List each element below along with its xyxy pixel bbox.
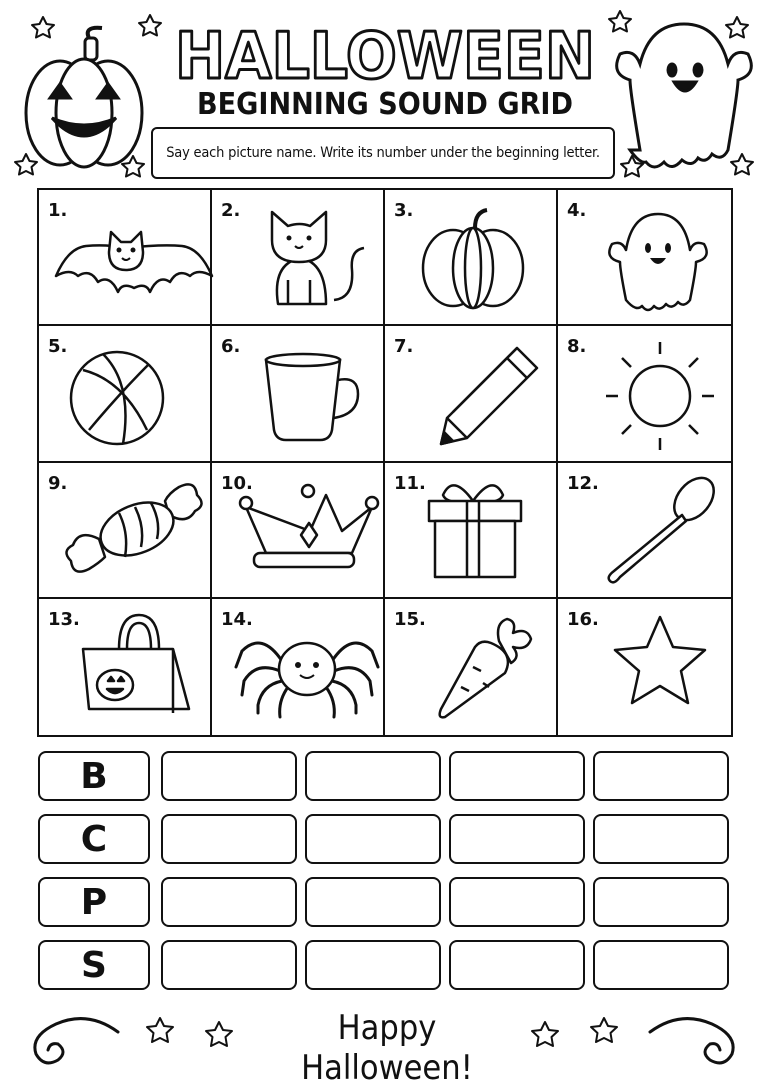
answer-box[interactable] xyxy=(305,814,441,864)
picture-cell xyxy=(558,463,731,599)
ball-icon xyxy=(53,340,199,446)
letter-label: P xyxy=(38,877,150,927)
answer-box[interactable] xyxy=(305,940,441,990)
answer-box[interactable] xyxy=(161,814,297,864)
picture-cell xyxy=(212,190,385,326)
star-icon xyxy=(572,613,718,719)
svg-text:BEGINNING SOUND GRID: BEGINNING SOUND GRID xyxy=(197,87,573,122)
picture-cell xyxy=(385,463,558,599)
page-subtitle xyxy=(185,76,585,126)
picture-cell xyxy=(385,190,558,326)
picture-number: 5. xyxy=(48,336,68,358)
swirl-icon xyxy=(35,1019,118,1063)
picture-cell xyxy=(558,190,731,326)
picture-number: 13. xyxy=(48,608,80,630)
spoon-icon xyxy=(572,477,718,583)
picture-number: 10. xyxy=(221,472,253,494)
picture-cell xyxy=(385,599,558,735)
picture-number: 3. xyxy=(394,200,414,221)
answer-box[interactable] xyxy=(305,751,441,801)
carrot-icon xyxy=(399,613,545,719)
picture-number: 8. xyxy=(567,336,587,358)
answer-box[interactable] xyxy=(449,814,585,864)
star-decor-icon xyxy=(15,154,37,175)
answer-box[interactable] xyxy=(161,940,297,990)
cup-icon xyxy=(226,340,372,446)
answer-box[interactable] xyxy=(449,877,585,927)
swirl-icon xyxy=(650,1019,733,1063)
picture-number: 4. xyxy=(567,200,587,221)
picture-cell xyxy=(39,326,212,462)
star-decor-icon xyxy=(532,1022,558,1046)
picture-cell xyxy=(39,463,212,599)
letter-label: S xyxy=(38,940,150,990)
candy-icon xyxy=(53,477,199,583)
answer-box[interactable] xyxy=(593,814,729,864)
picture-number: 14. xyxy=(221,608,253,630)
answer-box[interactable] xyxy=(593,940,729,990)
ghost-icon xyxy=(617,24,752,167)
picture-number: 11. xyxy=(394,472,426,494)
star-decor-icon xyxy=(206,1022,232,1046)
crown-icon xyxy=(226,477,372,583)
ghost-icon xyxy=(572,204,718,310)
picture-cell xyxy=(212,463,385,599)
picture-number: 9. xyxy=(48,472,68,494)
picture-number: 2. xyxy=(221,200,241,221)
answer-box[interactable] xyxy=(593,751,729,801)
bat-icon xyxy=(53,204,199,310)
star-decor-icon xyxy=(591,1018,617,1042)
picture-cell xyxy=(212,326,385,462)
jack-o-lantern-icon xyxy=(26,28,142,167)
letter-label: B xyxy=(38,751,150,801)
star-decor-icon xyxy=(726,17,748,38)
picture-number: 15. xyxy=(394,608,426,630)
footer-text: Happy Halloween! xyxy=(301,1008,473,1088)
answer-box[interactable] xyxy=(161,877,297,927)
pencil-icon xyxy=(399,340,545,446)
present-icon xyxy=(399,477,545,583)
picture-number: 1. xyxy=(48,200,68,221)
answer-grid xyxy=(38,751,730,986)
picture-cell xyxy=(385,326,558,462)
answer-box[interactable] xyxy=(305,877,441,927)
star-decor-icon xyxy=(609,11,631,32)
answer-box[interactable] xyxy=(449,940,585,990)
picture-number: 7. xyxy=(394,336,414,358)
picture-cell xyxy=(39,190,212,326)
answer-box[interactable] xyxy=(449,751,585,801)
letter-label: C xyxy=(38,814,150,864)
picture-number: 6. xyxy=(221,336,241,358)
spider-icon xyxy=(226,613,372,719)
trick-or-treat-bag-icon xyxy=(53,613,199,719)
picture-grid xyxy=(37,188,733,737)
picture-cell xyxy=(558,326,731,462)
picture-cell xyxy=(558,599,731,735)
pumpkin-icon xyxy=(399,204,545,310)
cat-icon xyxy=(226,204,372,310)
svg-text:HALLOWEEN: HALLOWEEN xyxy=(175,20,595,94)
picture-number: 12. xyxy=(567,472,599,494)
picture-cell xyxy=(39,599,212,735)
picture-cell xyxy=(212,599,385,735)
star-decor-icon xyxy=(731,154,753,175)
star-decor-icon xyxy=(147,1018,173,1042)
instructions-box xyxy=(151,127,615,179)
instructions-text: Say each picture name. Write its number under the beginning letter. xyxy=(166,145,600,161)
answer-box[interactable] xyxy=(593,877,729,927)
sun-icon xyxy=(572,340,718,446)
star-decor-icon xyxy=(32,17,54,38)
picture-number: 16. xyxy=(567,608,599,630)
answer-box[interactable] xyxy=(161,751,297,801)
star-decor-icon xyxy=(139,15,161,36)
